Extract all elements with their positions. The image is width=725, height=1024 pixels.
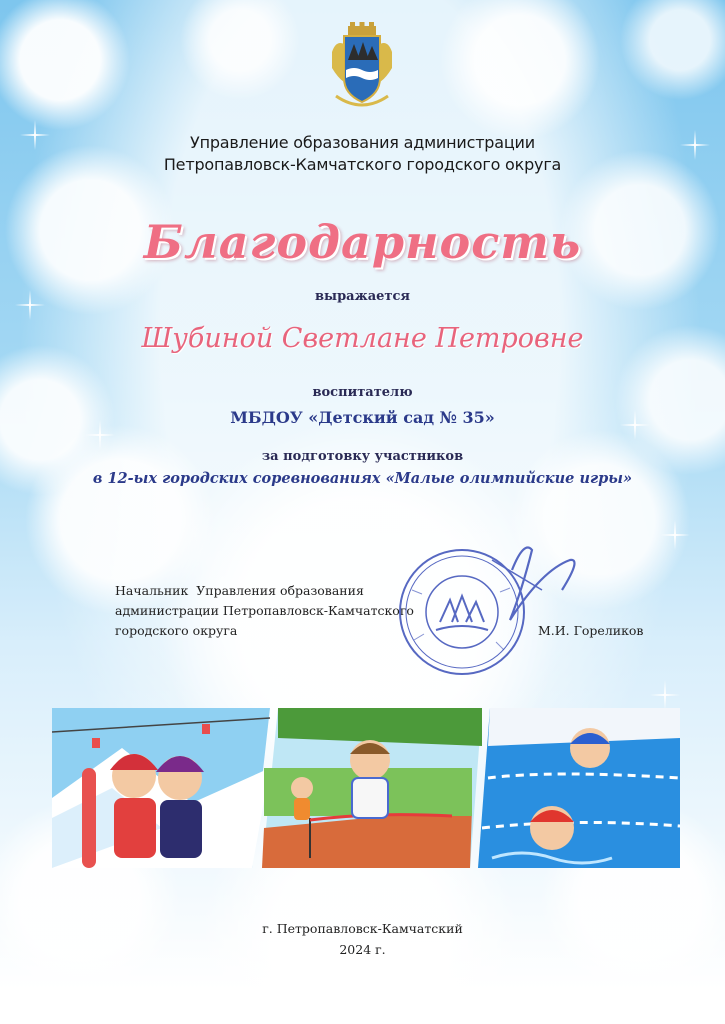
signer-name: М.И. Гореликов [538,623,644,638]
sparkle-decoration [660,520,690,550]
skiing-panel [52,708,270,868]
recipient-name: Шубиной Светлане Петровне [141,323,584,354]
reason-text: за подготовку участников [261,449,464,464]
competition-name: в 12-ых городских соревнованиях «Малые олимпийские игры» [92,470,633,487]
swimming-panel [478,708,680,868]
sparkle-decoration [650,680,680,710]
issue-year: 2024 г. [339,942,386,957]
signer-title-line-2: администрации Петропавловск-Камчатского [115,603,414,618]
certificate-title: Благодарность [143,215,582,269]
official-seal-icon [392,530,592,680]
institution-name: МБДОУ «Детский сад № 35» [230,408,495,427]
running-panel [262,708,482,868]
organization-line-2: Петропавловск-Камчатского городского округа [163,155,562,174]
city-name: г. Петропавловск-Камчатский [262,921,463,936]
city-coat-of-arms-icon [330,22,394,110]
sports-illustration [52,708,680,868]
organization-line-1: Управление образования администрации [190,133,535,152]
signer-title-line-1: Начальник Управления образования [115,583,364,598]
expressed-label: выражается [315,289,410,304]
recipient-position: воспитателю [312,385,413,400]
signer-title-line-3: городского округа [115,623,238,638]
